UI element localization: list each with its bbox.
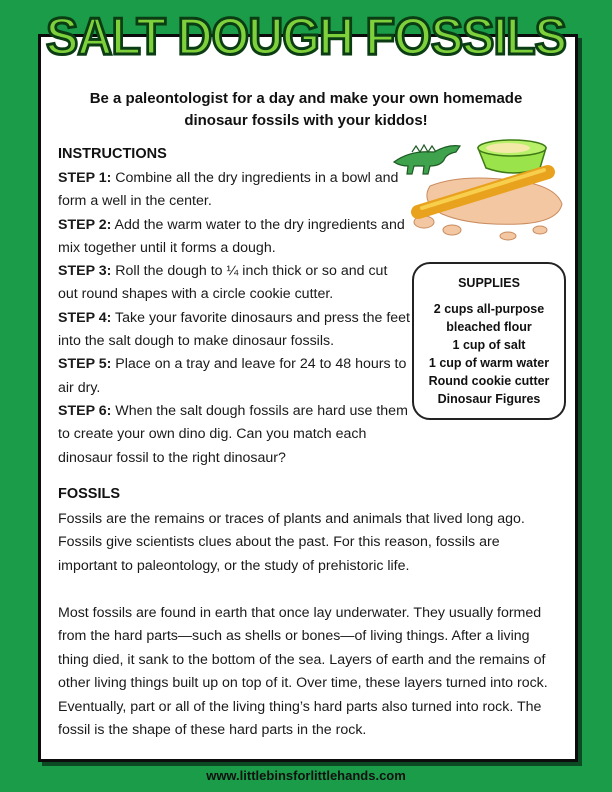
supplies-list [414,300,564,408]
supply-item: 1 cup of salt [452,338,526,352]
steps-list [58,167,410,470]
footer-url: www.littlebinsforlittlehands.com [206,768,406,783]
step-item: STEP 6: When the salt dough fossils are hard use them to create your own dino dig. Can you match each dinosaur fossil to the right dinosaur? [58,402,408,466]
supplies-box [412,262,566,420]
supply-item: 2 cups all-purpose bleached flour [433,302,545,334]
intro-text: Be a paleontologist for a day and make your own homemade dinosaur fossils with your kiddos! [89,90,523,129]
step-item: STEP 4: Take your favorite dinosaurs and press the feet into the salt dough to make dinosaur fossils. [58,309,410,350]
fossils-paragraph-1: Fossils are the remains or traces of plants and animals that lived long ago. Fossils give scientists clues about the past. For this reason, fossils are important to paleontology, or the study of prehistoric life. [58,511,525,574]
instructions-heading: INSTRUCTIONS [58,146,167,162]
dough-illustration [390,126,570,242]
step-item: STEP 1: Combine all the dry ingredients in a bowl and form a well in the center. [58,170,399,210]
step-item: STEP 5: Place on a tray and leave for 24 to 48 hours to air dry. [58,356,407,396]
supplies-heading: SUPPLIES [458,276,520,290]
fossils-paragraph-2: Most fossils are found in earth that once lay underwater. They usually formed from the hard parts—such as shells or bones—of living things. After a living thing died, it sank to the bottom of the sea. Layers of earth and the remains of other living things built up on top of it. Over time, these layers turned into rock. Eventually, part or all of the living thing’s hard parts also turned into rock. The fossil is the shape of these hard parts in the rock. [58,605,548,739]
title-text: SALT DOUGH FOSSILS [46,8,566,66]
step-item: STEP 3: Roll the dough to ¼ inch thick or so and cut out round shapes with a circle cookie cutter. [58,263,388,303]
supply-item: Round cookie cutter [428,374,550,388]
step-item: STEP 2: Add the warm water to the dry ingredients and mix together until it forms a dough. [58,216,405,256]
page-title [0,4,612,64]
supply-item: Dinosaur Figures [437,392,541,406]
supply-item: 1 cup of warm water [428,356,550,370]
fossils-heading: FOSSILS [58,486,121,502]
